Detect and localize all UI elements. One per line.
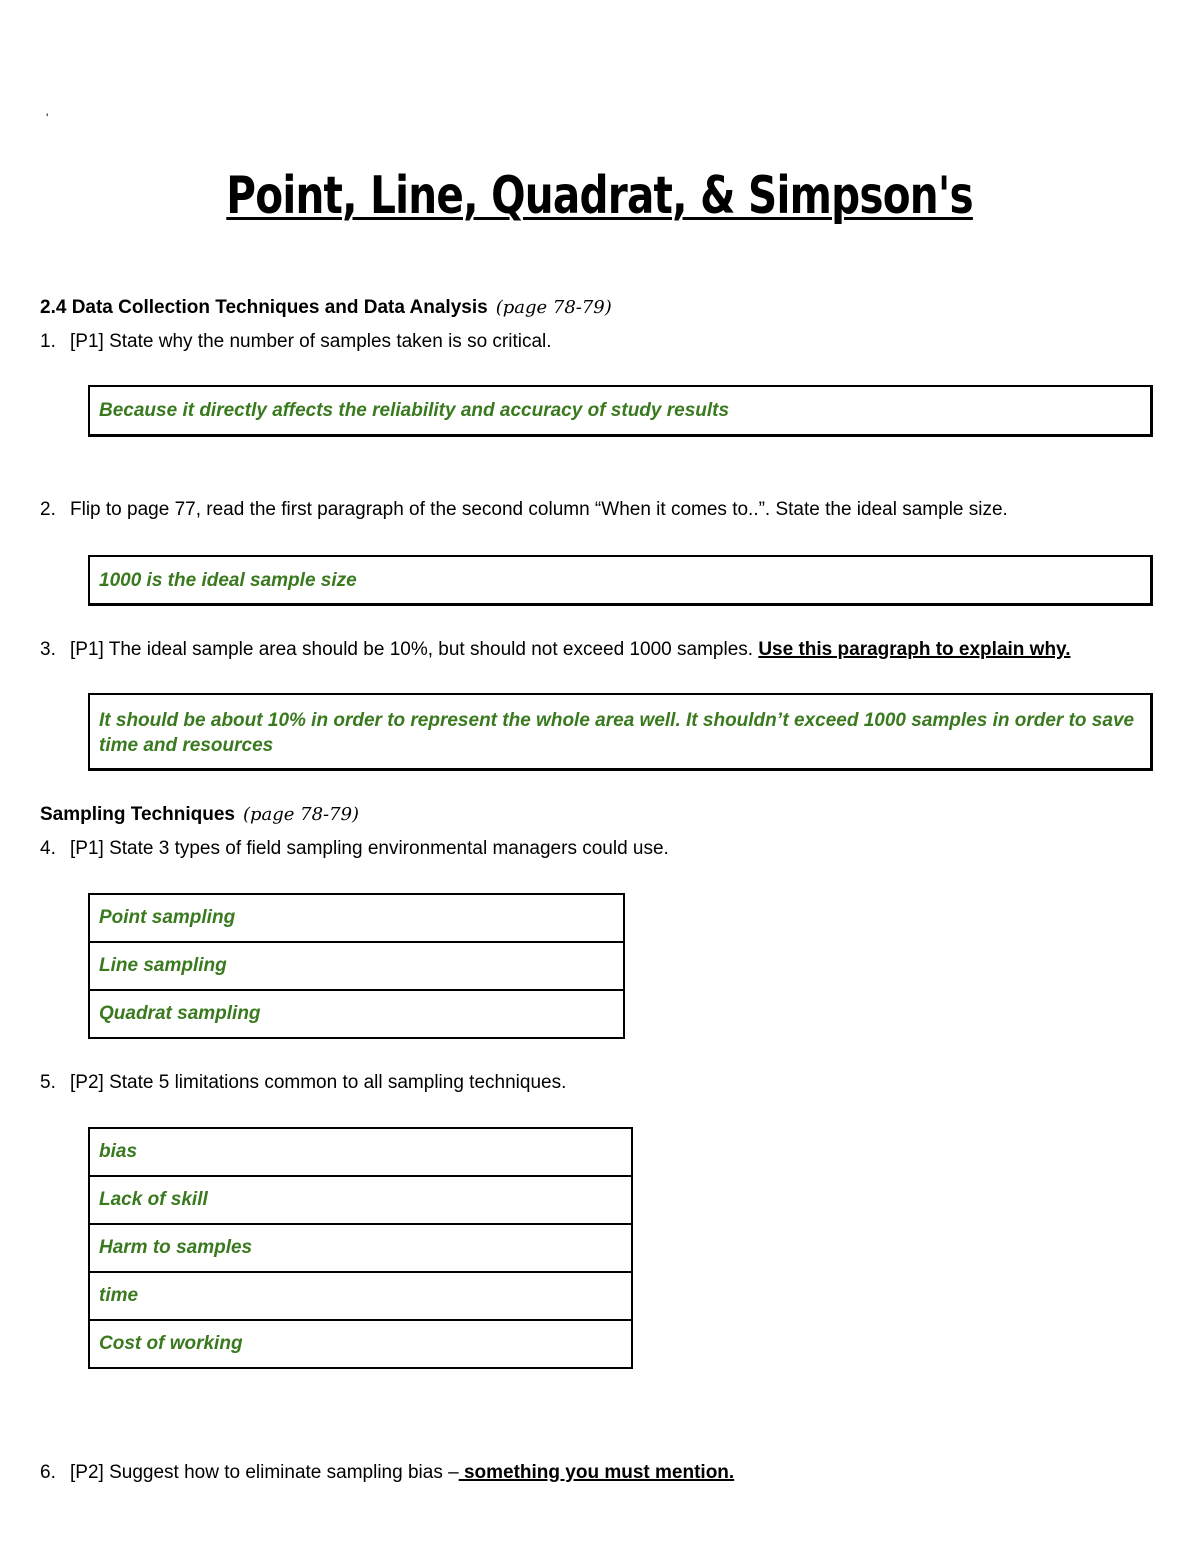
page-title: [0, 166, 1200, 226]
question-text: [P2] State 5 limitations common to all sampling techniques.: [70, 1072, 567, 1093]
question-5: [40, 1070, 566, 1096]
answer-cell[interactable]: Cost of working: [89, 1320, 632, 1368]
answer-cell[interactable]: Lack of skill: [89, 1176, 632, 1224]
section-heading-sampling-techniques: [40, 802, 359, 828]
answer-cell[interactable]: time: [89, 1272, 632, 1320]
question-number: 1.: [40, 331, 56, 352]
answer-text: 1000 is the ideal sample size: [99, 570, 357, 591]
section-heading-text: 2.4 Data Collection Techniques and Data Analysis: [40, 297, 488, 318]
answer-table-5: [88, 1127, 633, 1369]
section-heading-data-collection: [40, 295, 612, 321]
answer-cell[interactable]: Point sampling: [89, 894, 624, 942]
question-emphasis: Use this paragraph to explain why.: [758, 639, 1071, 660]
table-row: [89, 1272, 632, 1320]
table-row: [89, 1224, 632, 1272]
table-row: [89, 1320, 632, 1368]
answer-box-2[interactable]: [88, 555, 1153, 606]
question-4: [40, 836, 669, 862]
section-page-ref: (page 78-79): [495, 297, 612, 318]
answer-table-4: [88, 893, 625, 1039]
table-row: [89, 1176, 632, 1224]
answer-box-1[interactable]: [88, 385, 1153, 437]
question-emphasis: something you must mention.: [458, 1462, 735, 1483]
question-text: [P1] State why the number of samples taken is so critical.: [70, 331, 552, 352]
table-row: [89, 894, 624, 942]
answer-cell[interactable]: Quadrat sampling: [89, 990, 624, 1038]
question-3: [40, 637, 1071, 663]
page-title-text: Point, Line, Quadrat, & Simpson's: [226, 166, 974, 226]
question-number: 6.: [40, 1462, 56, 1483]
table-row: [89, 1128, 632, 1176]
question-2: [40, 497, 1008, 523]
question-1: [40, 329, 552, 355]
question-number: 2.: [40, 499, 56, 520]
section-heading-text: Sampling Techniques: [40, 804, 235, 825]
answer-text: It should be about 10% in order to represent the whole area well. It shouldn’t exceed 1000 samples in order to save time and resources: [99, 710, 1135, 756]
question-text: [P1] State 3 types of field sampling environmental managers could use.: [70, 838, 669, 859]
question-number: 5.: [40, 1072, 56, 1093]
answer-text: Because it directly affects the reliability and accuracy of study results: [99, 400, 730, 421]
question-text: [P1] The ideal sample area should be 10%, but should not exceed 1000 samples.: [70, 639, 754, 660]
section-page-ref: (page 78-79): [242, 804, 360, 825]
answer-cell[interactable]: Line sampling: [89, 942, 624, 990]
question-6: [40, 1460, 734, 1486]
answer-cell[interactable]: Harm to samples: [89, 1224, 632, 1272]
stray-mark: ': [46, 111, 49, 125]
question-number: 4.: [40, 838, 56, 859]
table-row: [89, 942, 624, 990]
answer-cell[interactable]: bias: [89, 1128, 632, 1176]
question-text: Flip to page 77, read the first paragraph of the second column “When it comes to..”. State the ideal sample size.: [70, 499, 1008, 520]
answer-box-3[interactable]: [88, 693, 1153, 771]
table-row: [89, 990, 624, 1038]
question-text: [P2] Suggest how to eliminate sampling bias –: [70, 1462, 459, 1483]
question-number: 3.: [40, 639, 56, 660]
